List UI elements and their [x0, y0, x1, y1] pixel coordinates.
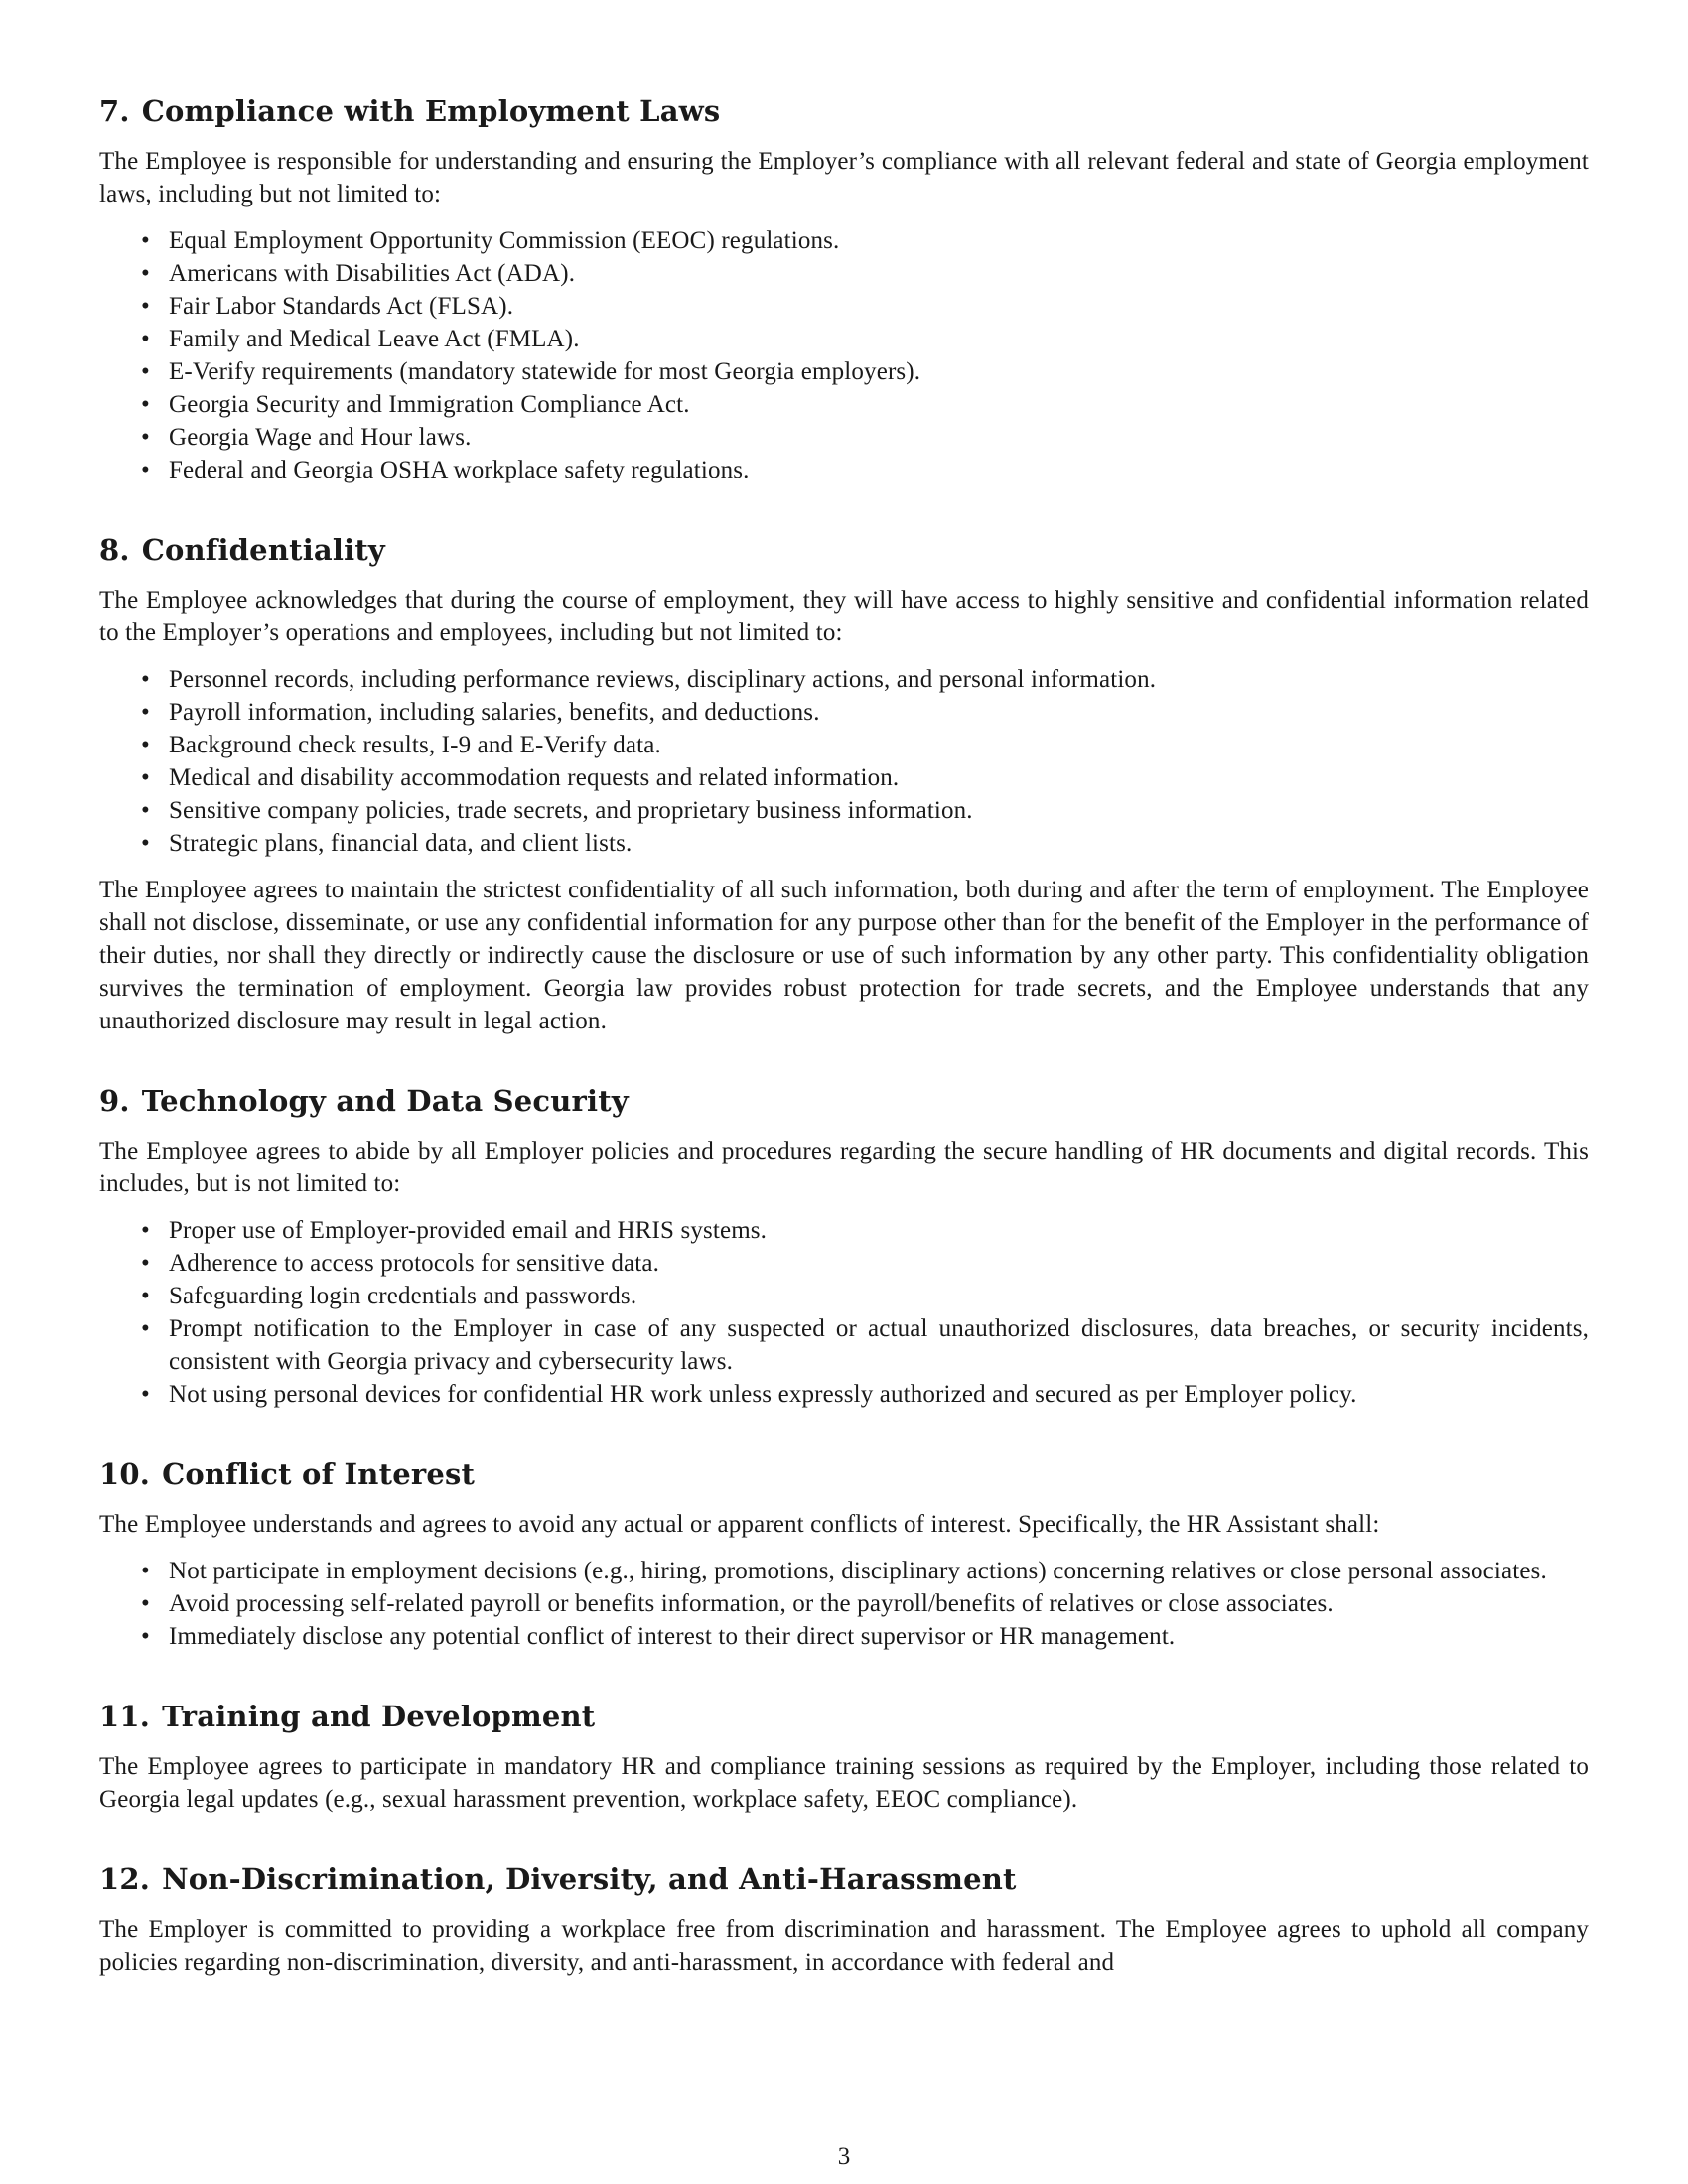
list-item: • Sensitive company policies, trade secrets, and proprietary business information.	[99, 794, 1589, 827]
bullet-icon: •	[141, 732, 150, 758]
section-intro: The Employee agrees to abide by all Employer policies and procedures regarding the secure handling of HR documents and digital records. This includes, but is not limited to:	[99, 1138, 1589, 1197]
bullet-icon: •	[141, 764, 150, 791]
section-intro: The Employee acknowledges that during the course of employment, they will have access to highly sensitive and confidential information related to the Employer’s operations and employees, including but not limited to:	[99, 587, 1589, 646]
bullet-list	[99, 663, 1589, 860]
section-training	[99, 1697, 1589, 1816]
list-item: • Avoid processing self-related payroll or benefits information, or the payroll/benefits of relatives or close associates.	[99, 1587, 1589, 1620]
section-title: Training and Development	[162, 1700, 596, 1733]
list-item: • Strategic plans, financial data, and client lists.	[99, 827, 1589, 860]
section-number: 9.	[99, 1084, 130, 1118]
page-number: 3	[837, 2143, 851, 2170]
bullet-icon: •	[141, 391, 150, 418]
bullet-icon: •	[141, 830, 150, 857]
section-title: Confidentiality	[141, 533, 385, 567]
section-non-discrimination	[99, 1859, 1589, 1979]
list-item: • Not using personal devices for confidential HR work unless expressly authorized and secured as per Employer policy.	[99, 1378, 1589, 1411]
bullet-icon: •	[141, 666, 150, 693]
section-number: 7.	[99, 94, 130, 128]
bullet-icon: •	[141, 1217, 150, 1244]
list-item: • Americans with Disabilities Act (ADA).	[99, 257, 1589, 290]
section-heading	[99, 1697, 1589, 1736]
section-compliance	[99, 91, 1589, 486]
list-item: • Georgia Wage and Hour laws.	[99, 421, 1589, 454]
section-title: Technology and Data Security	[141, 1084, 629, 1118]
section-conflict-of-interest	[99, 1454, 1589, 1653]
section-title: Compliance with Employment Laws	[141, 94, 721, 128]
bullet-icon: •	[141, 1283, 150, 1309]
section-heading	[99, 1081, 1589, 1121]
list-item: • Proper use of Employer-provided email and HRIS systems.	[99, 1214, 1589, 1247]
bullet-list	[99, 1214, 1589, 1411]
bullet-icon: •	[141, 260, 150, 287]
section-intro: The Employee understands and agrees to avoid any actual or apparent conflicts of interest. Specifically, the HR Assistant shall:	[99, 1511, 1380, 1538]
bullet-icon: •	[141, 457, 150, 483]
section-number: 12.	[99, 1862, 151, 1896]
section-intro: The Employer is committed to providing a workplace free from discrimination and harassment. The Employee agrees to uphold all company policies regarding non-discrimination, diversity, and anti-harassment, in accordance with federal and	[99, 1916, 1589, 1976]
bullet-icon: •	[141, 1623, 150, 1650]
bullet-icon: •	[141, 326, 150, 352]
bullet-icon: •	[141, 1558, 150, 1584]
list-item: • Safeguarding login credentials and passwords.	[99, 1280, 1589, 1312]
bullet-icon: •	[141, 227, 150, 254]
bullet-icon: •	[141, 699, 150, 726]
document-page	[99, 91, 1589, 1992]
section-heading	[99, 91, 1589, 131]
section-intro: The Employee agrees to participate in mandatory HR and compliance training sessions as required by the Employer, including those related to Georgia legal updates (e.g., sexual harassment prevention, workplace safety, EEOC compliance).	[99, 1753, 1589, 1813]
section-closing: The Employee agrees to maintain the strictest confidentiality of all such information, both during and after the term of employment. The Employee shall not disclose, disseminate, or use any confidential information for any purpose other than for the benefit of the Employer in the performance of their duties, nor shall they directly or indirectly cause the disclosure or use of such information by any other party. This confidentiality obligation survives the termination of employment. Georgia law provides robust protection for trade secrets, and the Employee understands that any unauthorized disclosure may result in legal action.	[99, 877, 1589, 1034]
section-title: Non-Discrimination, Diversity, and Anti-Harassment	[162, 1862, 1017, 1896]
list-item: • Not participate in employment decisions (e.g., hiring, promotions, disciplinary actions) concerning relatives or close personal associates.	[99, 1555, 1589, 1587]
list-item: • Prompt notification to the Employer in case of any suspected or actual unauthorized disclosures, data breaches, or security incidents, consistent with Georgia privacy and cybersecurity laws.	[99, 1312, 1589, 1378]
bullet-icon: •	[141, 424, 150, 451]
bullet-list	[99, 224, 1589, 486]
list-item: • Background check results, I-9 and E-Verify data.	[99, 729, 1589, 761]
section-heading	[99, 1454, 1589, 1494]
bullet-icon: •	[141, 1590, 150, 1617]
list-item: • Payroll information, including salaries, benefits, and deductions.	[99, 696, 1589, 729]
list-item: • Equal Employment Opportunity Commission (EEOC) regulations.	[99, 224, 1589, 257]
bullet-icon: •	[141, 358, 150, 385]
bullet-icon: •	[141, 797, 150, 824]
bullet-list	[99, 1555, 1589, 1653]
list-item: • Immediately disclose any potential conflict of interest to their direct supervisor or HR management.	[99, 1620, 1589, 1653]
list-item: • Fair Labor Standards Act (FLSA).	[99, 290, 1589, 323]
bullet-icon: •	[141, 293, 150, 320]
bullet-icon: •	[141, 1315, 150, 1342]
section-number: 10.	[99, 1457, 151, 1491]
section-number: 8.	[99, 533, 130, 567]
section-heading	[99, 530, 1589, 570]
section-technology-security	[99, 1081, 1589, 1411]
section-number: 11.	[99, 1700, 151, 1733]
list-item: • Family and Medical Leave Act (FMLA).	[99, 323, 1589, 355]
list-item: • Georgia Security and Immigration Compliance Act.	[99, 388, 1589, 421]
list-item: • Personnel records, including performance reviews, disciplinary actions, and personal information.	[99, 663, 1589, 696]
section-title: Conflict of Interest	[162, 1457, 476, 1491]
list-item: • E-Verify requirements (mandatory statewide for most Georgia employers).	[99, 355, 1589, 388]
section-heading	[99, 1859, 1589, 1899]
list-item: • Federal and Georgia OSHA workplace safety regulations.	[99, 454, 1589, 486]
list-item: • Adherence to access protocols for sensitive data.	[99, 1247, 1589, 1280]
list-item: • Medical and disability accommodation requests and related information.	[99, 761, 1589, 794]
section-intro: The Employee is responsible for understanding and ensuring the Employer’s compliance with all relevant federal and state of Georgia employment laws, including but not limited to:	[99, 148, 1589, 207]
bullet-icon: •	[141, 1250, 150, 1277]
section-confidentiality	[99, 530, 1589, 1037]
bullet-icon: •	[141, 1381, 150, 1408]
